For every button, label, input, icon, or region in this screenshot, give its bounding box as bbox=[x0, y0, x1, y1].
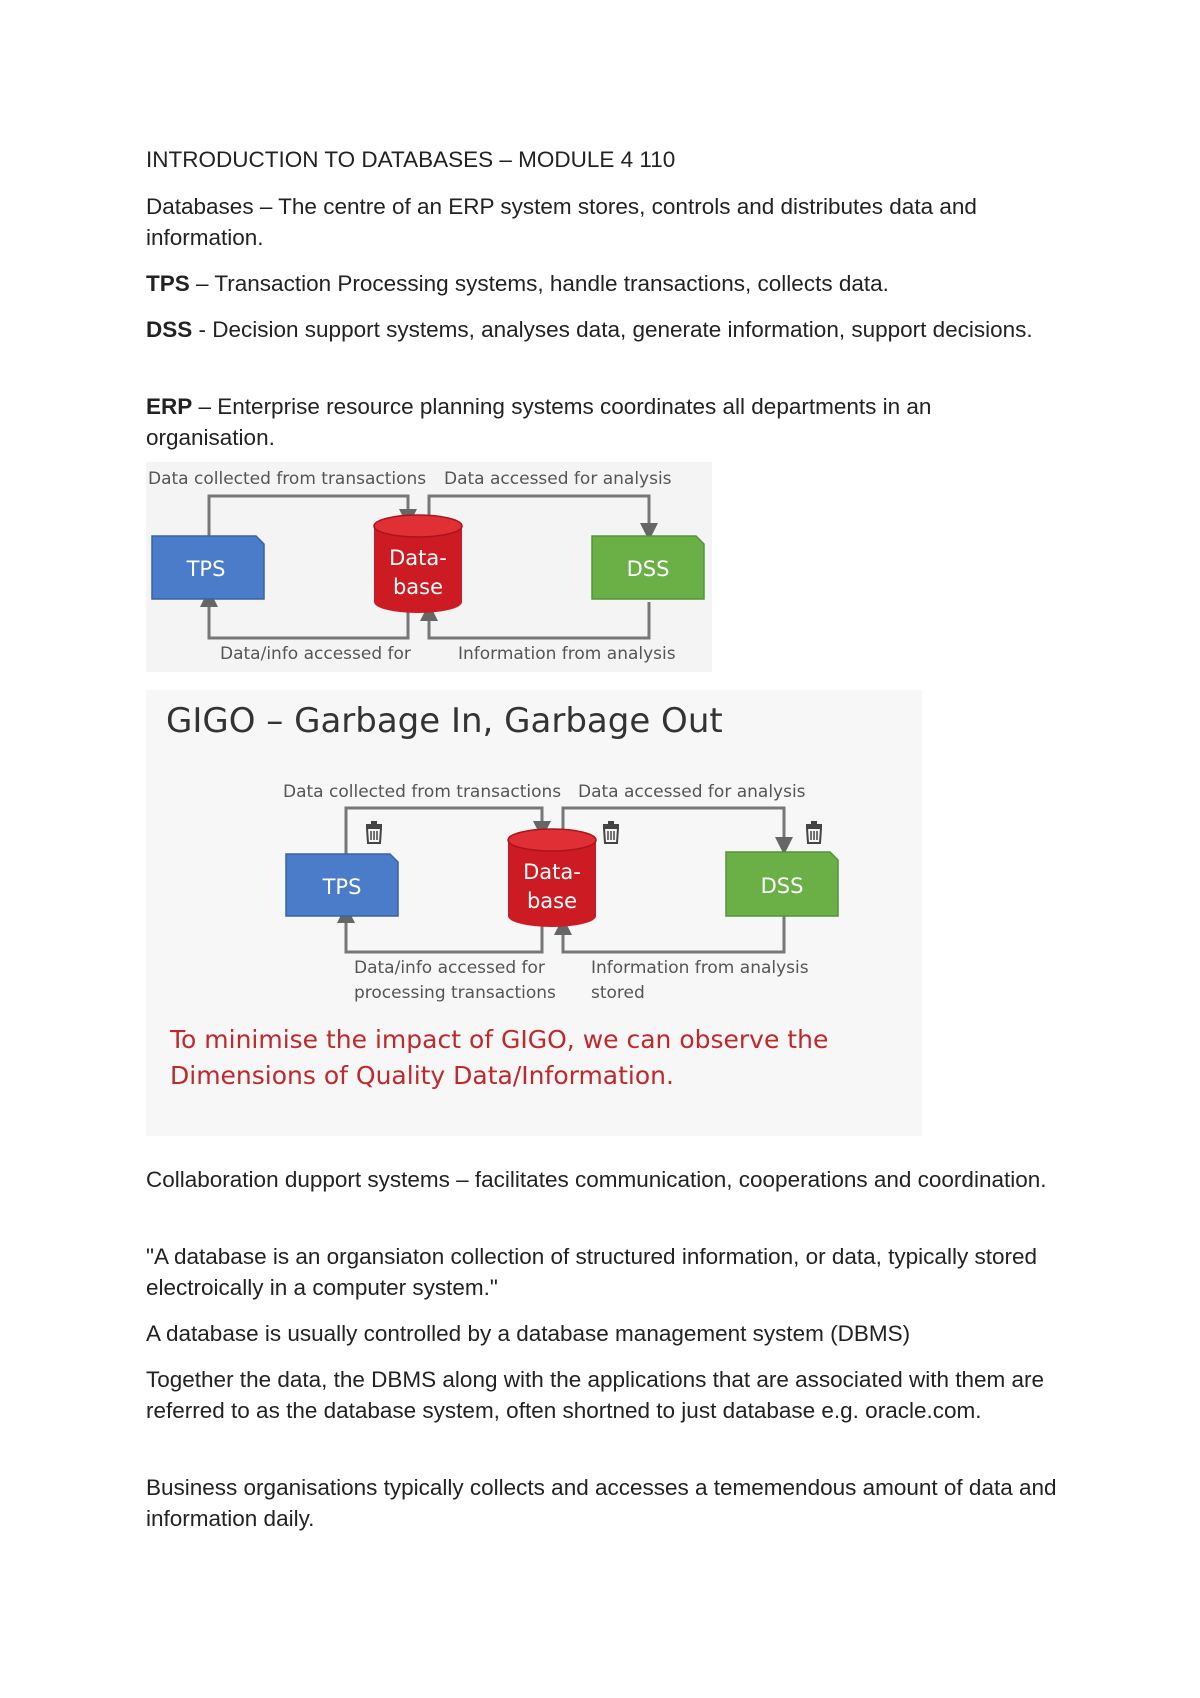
term-erp: ERP bbox=[146, 394, 193, 419]
gigo-label-data-accessed: Data accessed for analysis bbox=[578, 782, 806, 802]
definition-dss: - Decision support systems, analyses data, generate information, support decisions. bbox=[192, 317, 1033, 342]
paragraph-quote: "A database is an organsiaton collection of structured information, or data, typically stored electroically in a computer system." bbox=[146, 1244, 1037, 1300]
database-label-line1: Data- bbox=[389, 546, 447, 570]
document-heading: INTRODUCTION TO DATABASES – MODULE 4 110 bbox=[146, 147, 676, 172]
paragraph-business: Business organisations typically collects and accesses a tememendous amount of data and information daily. bbox=[146, 1475, 1057, 1531]
paragraph-dbms: A database is usually controlled by a database management system (DBMS) bbox=[146, 1321, 911, 1346]
gigo-title: GIGO – Garbage In, Garbage Out bbox=[166, 701, 723, 741]
paragraph-databases: Databases – The centre of an ERP system stores, controls and distributes data and information. bbox=[146, 194, 977, 250]
gigo-label-data-info-line2: processing transactions bbox=[354, 983, 556, 1003]
label-data-accessed: Data accessed for analysis bbox=[444, 469, 672, 489]
paragraph-tps bbox=[146, 268, 1066, 299]
dss-box-label: DSS bbox=[626, 557, 670, 581]
diagram-gigo bbox=[146, 690, 922, 1136]
definition-erp: – Enterprise resource planning systems coordinates all departments in an organisation. bbox=[146, 394, 932, 450]
paragraph-dss bbox=[146, 314, 1066, 345]
gigo-label-data-collected: Data collected from transactions bbox=[283, 782, 562, 802]
paragraph-erp bbox=[146, 391, 1066, 453]
term-tps: TPS bbox=[146, 271, 190, 296]
gigo-dss-box-label: DSS bbox=[760, 874, 804, 898]
label-data-info-accessed: Data/info accessed for bbox=[220, 644, 411, 664]
definition-tps: – Transaction Processing systems, handle transactions, collects data. bbox=[189, 271, 889, 296]
gigo-note-line1: To minimise the impact of GIGO, we can observe the bbox=[170, 1025, 829, 1054]
gigo-note-line2: Dimensions of Quality Data/Information. bbox=[170, 1061, 674, 1090]
diagram-information-flow bbox=[146, 462, 712, 672]
term-dss: DSS bbox=[146, 317, 193, 342]
gigo-database-label-line1: Data- bbox=[523, 860, 581, 884]
tps-box-label: TPS bbox=[186, 557, 226, 581]
label-data-collected: Data collected from transactions bbox=[148, 469, 427, 489]
gigo-database-label-line2: base bbox=[526, 889, 578, 913]
label-information-from-analysis: Information from analysis bbox=[458, 644, 676, 664]
gigo-label-data-info-line1: Data/info accessed for bbox=[354, 958, 545, 978]
paragraph-collaboration: Collaboration dupport systems – facilitates communication, cooperations and coordination. bbox=[146, 1167, 1047, 1192]
gigo-label-information-line2: stored bbox=[591, 983, 645, 1003]
database-label-line2: base bbox=[392, 575, 444, 599]
gigo-tps-box-label: TPS bbox=[322, 875, 362, 899]
paragraph-database-system: Together the data, the DBMS along with the applications that are associated with them are referred to as the database system, often shortned to just database e.g. oracle.com. bbox=[146, 1367, 1045, 1423]
gigo-label-information-line1: Information from analysis bbox=[591, 958, 809, 978]
